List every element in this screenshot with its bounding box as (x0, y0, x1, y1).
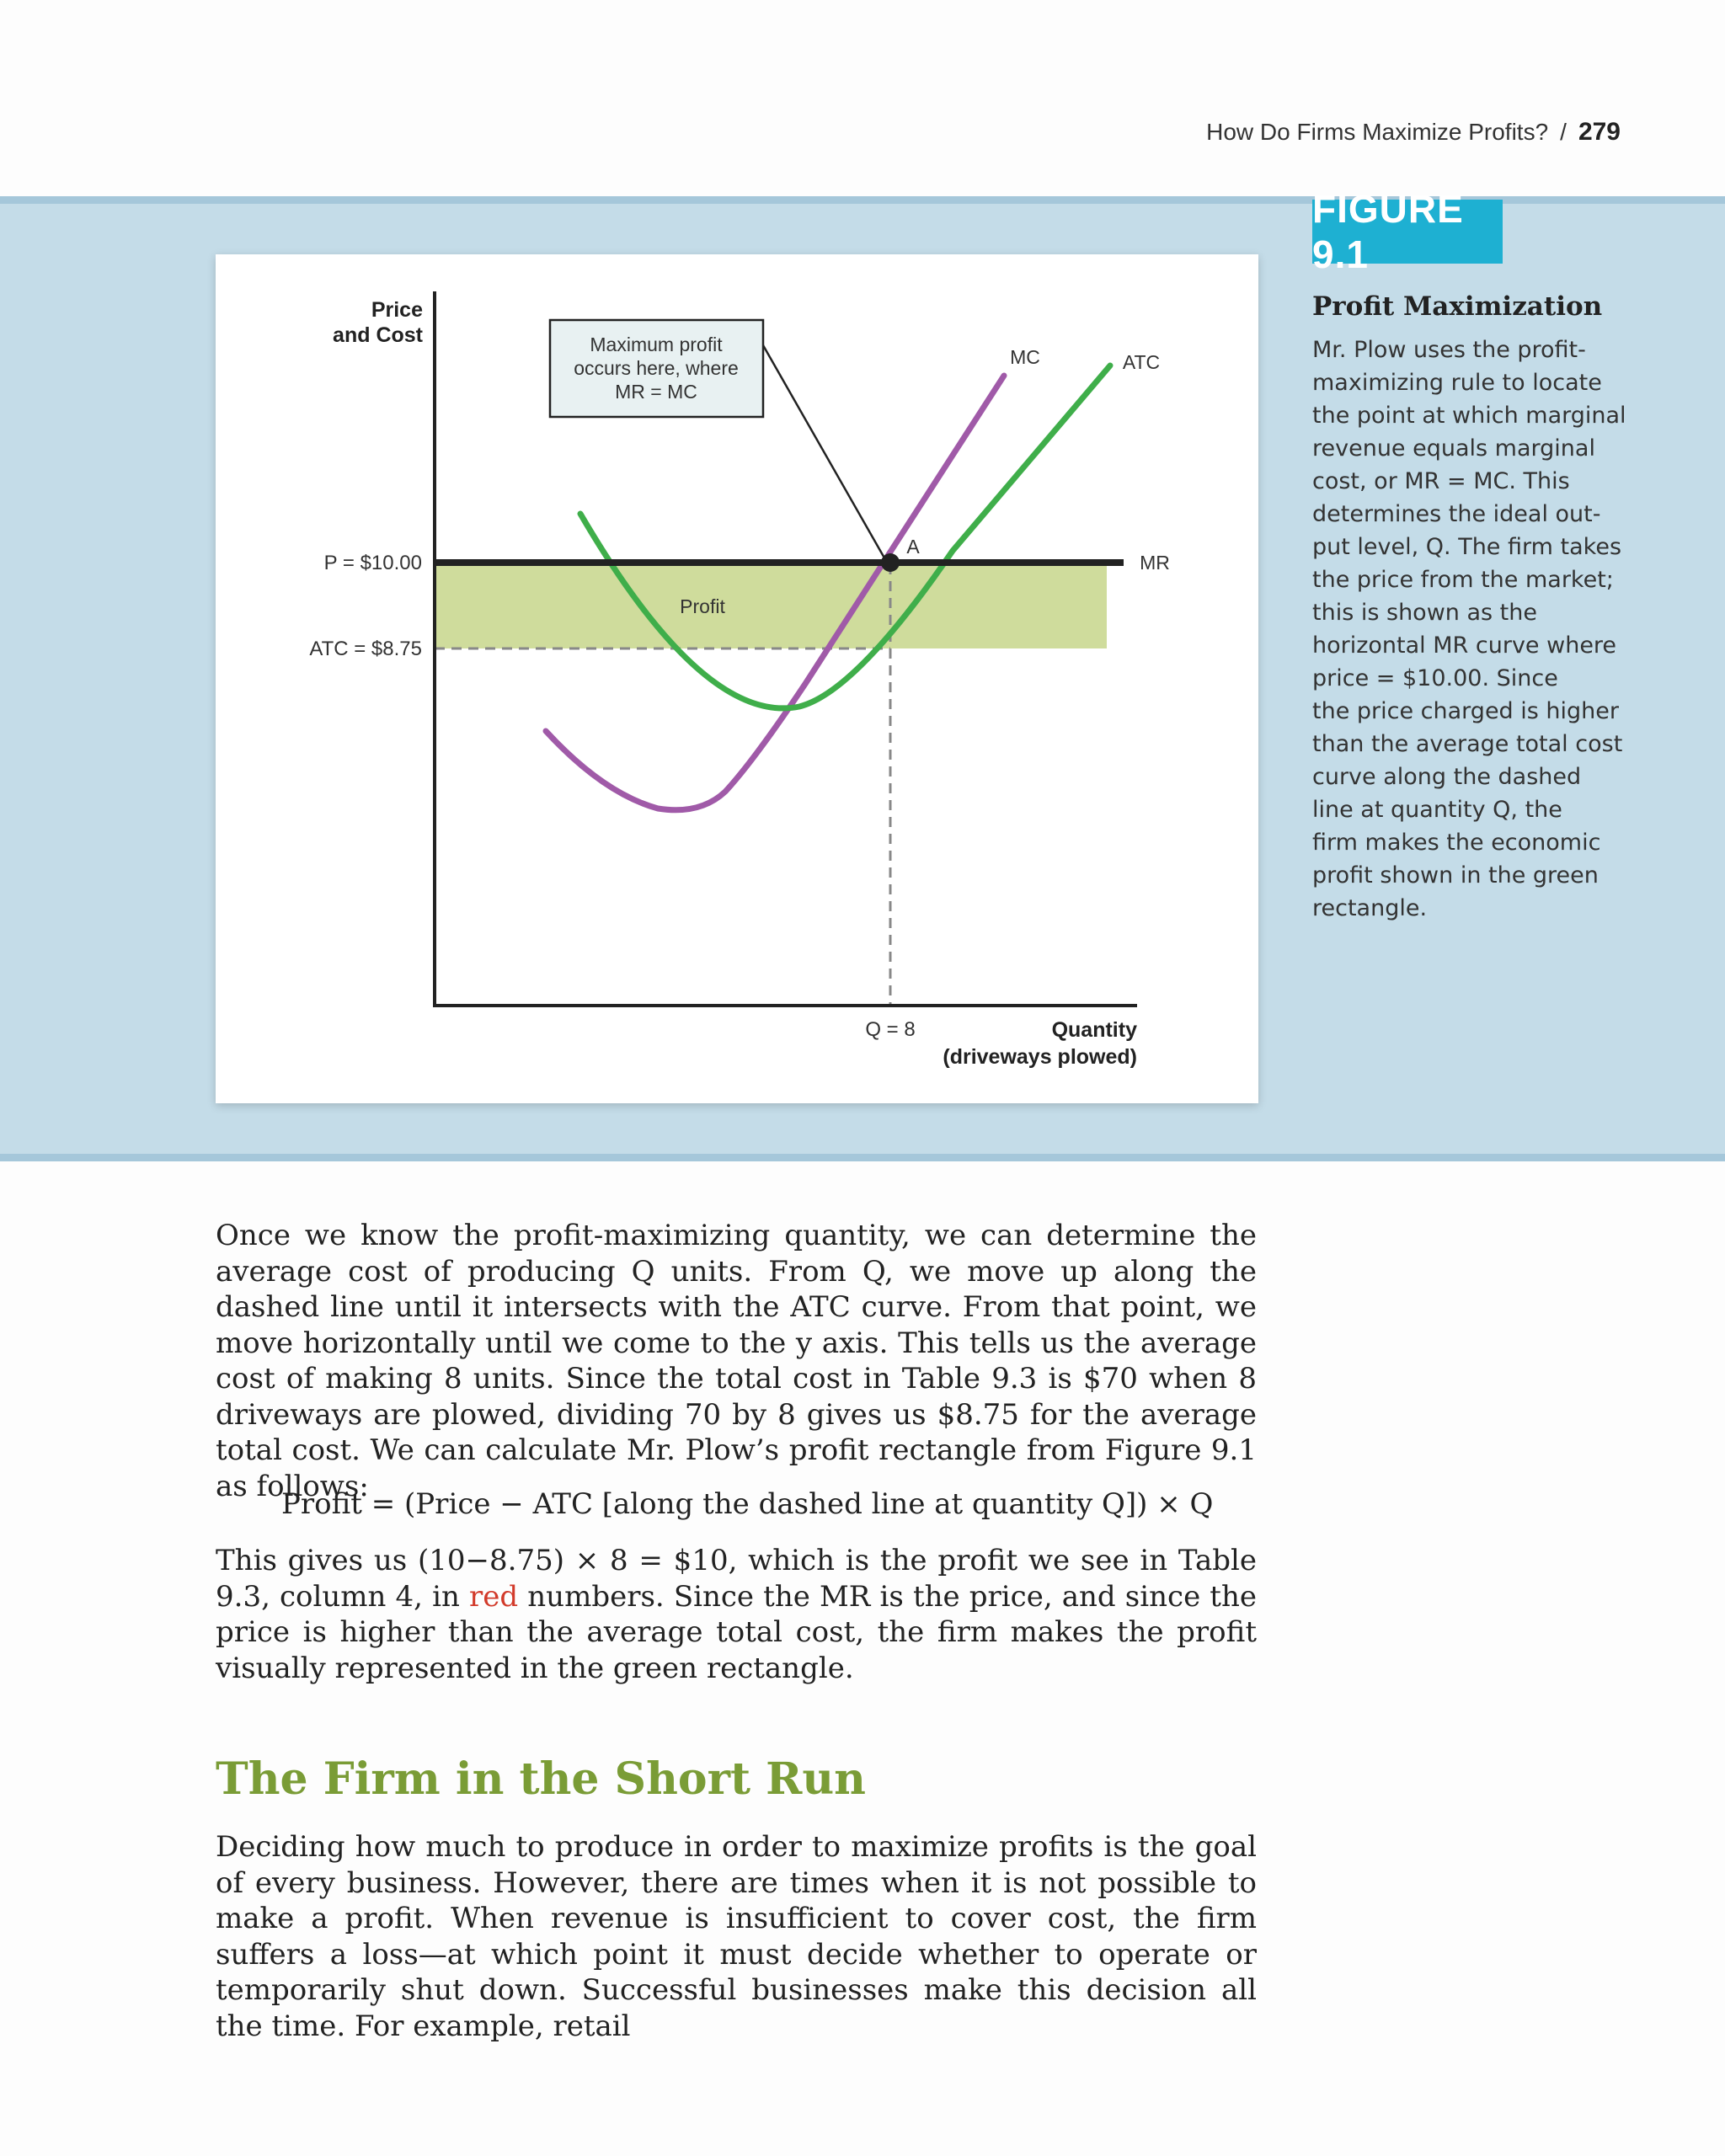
callout-line-3: MR = MC (615, 381, 697, 403)
caption-line: than the average total cost (1312, 731, 1623, 757)
caption-line: the price from the market; (1312, 567, 1614, 593)
caption-line: put level, Q. The firm takes (1312, 534, 1622, 560)
q-tick-label: Q = 8 (865, 1018, 916, 1041)
caption-line: maximizing rule to locate (1312, 370, 1602, 396)
paragraph-1-text: Once we know the profit-maximizing quantity, we can determine the average cost of producing Q units. From Q, we move up along the dashed line until it intersects with the ATC curve. From that point, we move horizontally until we come to the y axis. This tells us the average cost of making 8 units. Since the total cost in Table 9.3 is $70 when 8 driveways are plowed, dividing 70 by 8 gives us $8.75 for the average total cost. We can calculate Mr. Plow’s profit rectangle from Figure 9.1 as follows: (216, 1219, 1257, 1503)
point-a-marker (881, 553, 900, 572)
caption-line: the price charged is higher (1312, 698, 1619, 724)
paragraph-2-part-b: numbers. Since the MR is the price, and since the price is higher than the average total cost, the firm makes the profit visually represented in the green rectangle. (216, 1579, 1257, 1685)
red-word: red (469, 1579, 519, 1614)
callout-line-2: occurs here, where (574, 357, 739, 379)
caption-line: rectangle. (1312, 895, 1428, 921)
caption-line: price = $10.00. Since (1312, 665, 1558, 691)
profit-formula: Profit = (Price − ATC [along the dashed line at quantity Q]) × Q (281, 1487, 1214, 1521)
mc-label: MC (1010, 346, 1040, 368)
profit-rectangle (435, 564, 1107, 648)
paragraph-2-part-a: This gives us (10−8.75) × 8 = $10, which is the profit we see in Table 9.3, column 4, in (216, 1544, 1257, 1614)
caption-line: profit shown in the green (1312, 862, 1599, 889)
callout-leader (763, 345, 886, 561)
mr-label: MR (1140, 552, 1170, 574)
caption-line: the point at which marginal (1312, 403, 1626, 429)
caption-line: curve along the dashed (1312, 764, 1582, 790)
x-axis-label-line-2: (driveways plowed) (943, 1045, 1137, 1069)
profit-maximization-chart (216, 254, 1258, 1103)
paragraph-2-text (216, 1543, 1257, 1686)
x-axis-label-line-1: Quantity (1051, 1018, 1137, 1042)
atc-tick-label: ATC = $8.75 (309, 638, 422, 660)
figure-card (216, 254, 1258, 1103)
body-paragraph-3 (216, 1829, 1257, 2044)
y-axis-label-line-1: Price (371, 298, 423, 322)
caption-line: firm makes the economic (1312, 830, 1601, 856)
section-heading: The Firm in the Short Run (216, 1753, 866, 1805)
caption-title: Profit Maximization (1312, 291, 1603, 322)
y-axis-label-line-2: and Cost (333, 323, 423, 347)
caption-line: Mr. Plow uses the profit- (1312, 337, 1586, 363)
atc-label: ATC (1122, 351, 1161, 373)
running-head-title: How Do Firms Maximize Profits? (1206, 119, 1549, 145)
caption-line: determines the ideal out- (1312, 501, 1601, 527)
caption-line: this is shown as the (1312, 600, 1537, 626)
running-head-separator: / (1560, 119, 1567, 145)
caption-line: horizontal MR curve where (1312, 632, 1617, 659)
price-tick-label: P = $10.00 (323, 552, 422, 574)
running-head (1206, 118, 1621, 147)
body-paragraph-1 (216, 1218, 1257, 1504)
caption-line: revenue equals marginal (1312, 435, 1595, 462)
callout-line-1: Maximum profit (590, 334, 723, 355)
figure-tag: FIGURE 9.1 (1312, 200, 1503, 264)
paragraph-3-text: Deciding how much to produce in order to maximize profits is the goal of every business. However, there are times when it is not possible to make a profit. When revenue is insufficient to cover cost, the firm suffers a loss—at which point it must decide whether to operate or temporarily shut down. Successful businesses make this decision all the time. For example, retail (216, 1830, 1257, 2043)
caption-line: cost, or MR = MC. This (1312, 468, 1570, 494)
body-paragraph-2 (216, 1543, 1257, 1686)
caption-line: line at quantity Q, the (1312, 797, 1562, 823)
profit-label: Profit (680, 595, 725, 617)
point-a-label: A (906, 536, 920, 558)
page-number: 279 (1578, 118, 1621, 146)
figure-caption (1312, 291, 1632, 925)
caption-body (1312, 334, 1632, 925)
